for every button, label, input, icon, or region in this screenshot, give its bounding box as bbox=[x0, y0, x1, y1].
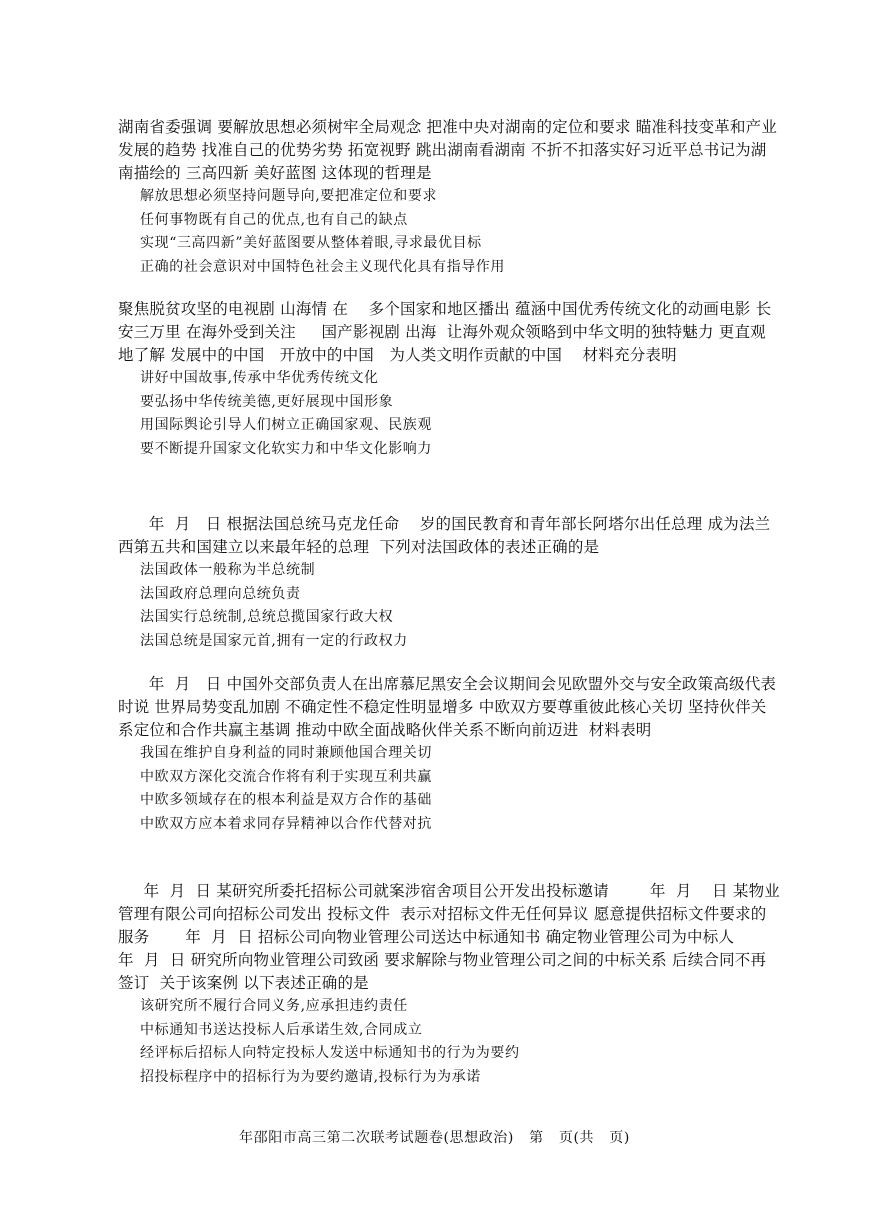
answer-option: 要不断提升国家文化软实力和中华文化影响力 bbox=[140, 440, 432, 457]
answer-option: 经评标后招标人向特定投标人发送中标通知书的行为为要约 bbox=[140, 1045, 520, 1061]
answer-option: 中欧多领域存在的根本利益是双方合作的基础 bbox=[140, 792, 432, 808]
answer-option: 中标通知书送达投标人后承诺生效,合同成立 bbox=[140, 1021, 423, 1038]
answer-option: 要弘扬中华传统美德,更好展现中国形象 bbox=[140, 393, 394, 410]
question-block bbox=[118, 880, 780, 1089]
question-block bbox=[118, 513, 780, 653]
question-stem: 年 月 日 某研究所委托招标公司就案涉宿舍项目公开发出投标邀请 年 月 日 某物业管理有限公司向招标公司发出 投标文件 表示对招标文件无任何异议 愿意提供招标文件要求的服务 年 月 日 招标公司向物业管理公司送达中标通知书 确定物业管理公司为中标人 年 月 日 研究所向物业管理公司致函 要求解除与物业管理公司之间的中标关系 后续合同不再签订 关于该案例 以下表述正确的是 bbox=[118, 882, 780, 992]
answer-option: 用国际舆论引导人们树立正确国家观、民族观 bbox=[140, 417, 432, 433]
question-stem: 年 月 日 根据法国总统马克龙任命 岁的国民教育和青年部长阿塔尔出任总理 成为法兰西第五共和国建立以来最年轻的总理 下列对法国政体的表述正确的是 bbox=[118, 515, 771, 556]
answer-option: 正确的社会意识对中国特色社会主义现代化具有指导作用 bbox=[140, 258, 505, 275]
answer-option: 中欧双方深化交流合作将有利于实现互利共赢 bbox=[140, 768, 432, 785]
answer-option: 招投标程序中的招标行为为要约邀请,投标行为为承诺 bbox=[140, 1068, 481, 1085]
answer-option: 实现“三高四新”美好蓝图要从整体着眼,寻求最优目标 bbox=[140, 235, 482, 251]
question-block bbox=[118, 673, 780, 836]
page-footer: 年邵阳市高三第二次联考试题卷(思想政治) 第 页(共 页) bbox=[239, 1130, 630, 1146]
answer-option: 中欧双方应本着求同存异精神以合作代替对抗 bbox=[140, 815, 432, 832]
question-block bbox=[118, 116, 780, 279]
answer-option: 法国实行总统制,总统总揽国家行政大权 bbox=[140, 609, 394, 625]
question-stem: 聚焦脱贫攻坚的电视剧 山海情 在 多个国家和地区播出 蕴涵中国优秀传统文化的动画电影 长安三万里 在海外受到关注 国产影视剧 出海 让海外观众领略到中华文明的独特魅力 更直观地了解 发展中的中国 开放中的中国 为人类文明作贡献的中国 材料充分表明 bbox=[118, 300, 772, 364]
answer-option: 法国政体一般称为半总统制 bbox=[140, 562, 316, 578]
answer-option: 该研究所不履行合同义务,应承担违约责任 bbox=[140, 998, 408, 1014]
answer-option: 我国在维护自身利益的同时兼顾他国合理关切 bbox=[140, 745, 432, 761]
answer-option: 讲好中国故事,传承中华优秀传统文化 bbox=[140, 370, 379, 386]
question-block bbox=[118, 298, 780, 461]
question-stem: 湖南省委强调 要解放思想必须树牢全局观念 把准中央对湖南的定位和要求 瞄准科技变革和产业发展的趋势 找准自己的优势劣势 拓宽视野 跳出湖南看湖南 不折不扣落实好习近平总书记为湖南描绘的 三高四新 美好蓝图 这体现的哲理是 bbox=[118, 118, 778, 182]
answer-option: 法国政府总理向总统负责 bbox=[140, 585, 301, 602]
answer-option: 任何事物既有自己的优点,也有自己的缺点 bbox=[140, 211, 408, 228]
answer-option: 法国总统是国家元首,拥有一定的行政权力 bbox=[140, 632, 408, 649]
answer-option: 解放思想必须坚持问题导向,要把准定位和要求 bbox=[140, 188, 438, 204]
question-stem: 年 月 日 中国外交部负责人在出席慕尼黑安全会议期间会见欧盟外交与安全政策高级代表时说 世界局势变乱加剧 不确定性不稳定性明显增多 中欧双方要尊重彼此核心关切 坚持伙伴关系定位和合作共赢主基调 推动中欧全面战略伙伴关系不断向前迈进 材料表明 bbox=[118, 675, 777, 739]
